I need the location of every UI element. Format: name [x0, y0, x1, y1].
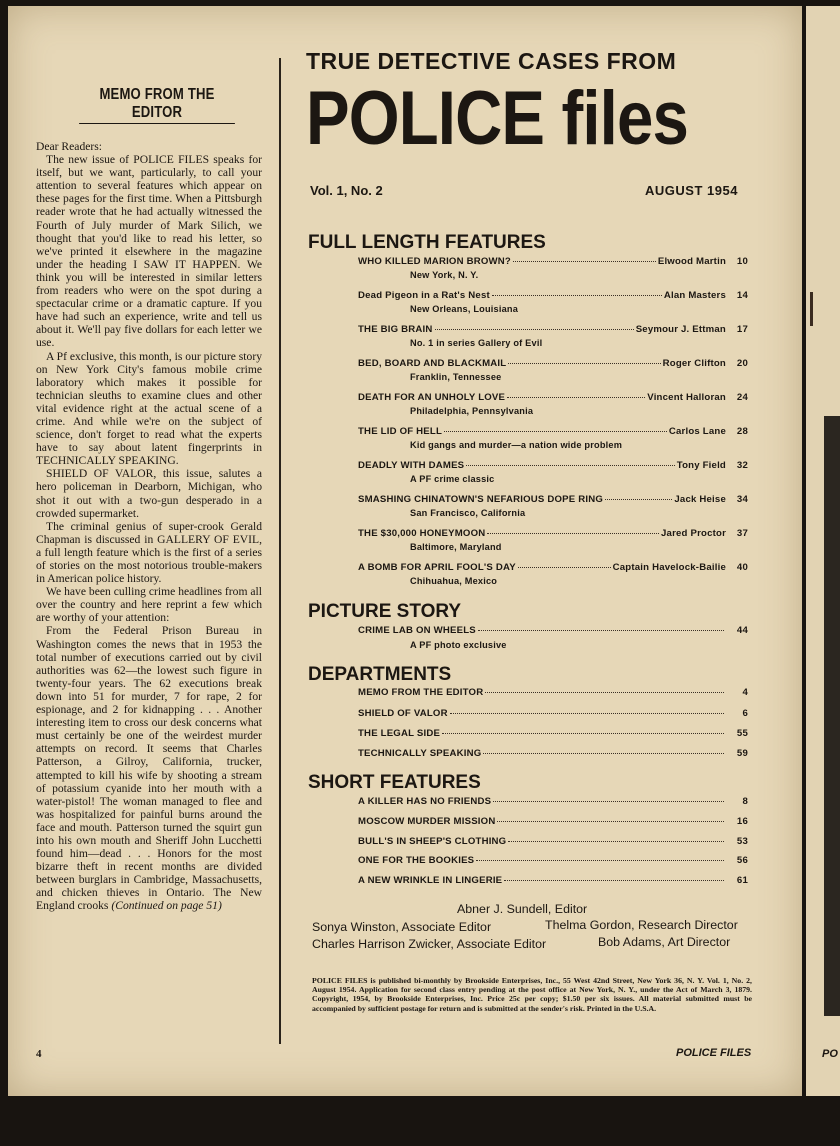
- toc-title: WHO KILLED MARION BROWN?: [358, 256, 511, 267]
- section-departments: DEPARTMENTS: [308, 664, 452, 685]
- toc-author: Seymour J. Ettman: [635, 324, 726, 335]
- toc-page: 14: [736, 290, 748, 301]
- toc-title: THE $30,000 HONEYMOON: [358, 528, 486, 539]
- toc-entry[interactable]: [358, 855, 748, 866]
- leader-dots: [450, 713, 724, 714]
- toc-entry[interactable]: [358, 256, 748, 267]
- toc-title: A BOMB FOR APRIL FOOL'S DAY: [358, 562, 516, 573]
- leader-dots: [508, 841, 724, 842]
- staff-associate-editor: Sonya Winston, Associate Editor: [312, 920, 492, 934]
- leader-dots: [442, 733, 724, 734]
- toc-page: 56: [736, 855, 748, 866]
- column-divider: [279, 58, 281, 1044]
- section-short-features: SHORT FEATURES: [308, 772, 481, 793]
- letter-paragraph: We have been culling crime headlines from all over the country and here reprint a few which are worthy of your attention:: [36, 585, 262, 625]
- toc-entry[interactable]: [358, 426, 748, 437]
- next-page-footer: PO: [822, 1048, 838, 1060]
- toc-author: Jared Proctor: [661, 528, 726, 539]
- toc-subtitle: San Francisco, California: [410, 508, 526, 518]
- toc-title: MOSCOW MURDER MISSION: [358, 816, 496, 827]
- toc-page: 44: [736, 625, 748, 636]
- publication-info: POLICE FILES is published bi-monthly by Brookside Enterprises, Inc., 55 West 42nd Street, New York 36, N. Y. Vol. 1, No. 2, August 1954. Application for second class entry pending at the post office at New York, N. Y., under the Act of March 3, 1879. Copyright, 1954, by Brookside Enterprises, Inc. Price 25c per copy; $1.50 per six issues. All material submitted must be accompanied by sufficient postage for return and is submitted at the sender's risk. Printed in the U.S.A.: [312, 976, 752, 1013]
- letter-paragraph: SHIELD OF VALOR, this issue, salutes a hero policeman in Dearborn, Michigan, who shot it out with a two-gun desperado in a crowded supermarket.: [36, 467, 262, 520]
- leader-dots: [508, 363, 660, 364]
- staff-editor: Abner J. Sundell, Editor: [457, 902, 588, 916]
- letter-paragraph: The criminal genius of super-crook Gerald Chapman is discussed in GALLERY OF EVIL, a full length feature which is the first of a series of stories on the most notorious trouble-makers in American police history.: [36, 519, 262, 586]
- leader-dots: [518, 567, 611, 568]
- leader-dots: [485, 692, 724, 693]
- next-page-image-edge: [824, 416, 840, 1016]
- toc-page: 24: [736, 392, 748, 403]
- toc-title: MEMO FROM THE EDITOR: [358, 687, 484, 698]
- toc-subtitle: Philadelphia, Pennsylvania: [410, 406, 534, 416]
- toc-title: BULL'S IN SHEEP'S CLOTHING: [358, 836, 507, 847]
- toc-page: 10: [736, 256, 748, 267]
- issue-date: AUGUST 1954: [645, 183, 738, 198]
- section-full-length-features: FULL LENGTH FEATURES: [308, 232, 546, 253]
- staff-research-director: Thelma Gordon, Research Director: [545, 918, 738, 932]
- toc-author: Roger Clifton: [662, 358, 726, 369]
- toc-entry[interactable]: [358, 324, 748, 335]
- toc-author: Captain Havelock-Bailie: [612, 562, 726, 573]
- leader-dots: [504, 880, 724, 881]
- toc-page: 37: [736, 528, 748, 539]
- toc-page: 34: [736, 494, 748, 505]
- leader-dots: [513, 261, 656, 262]
- next-page-edge: [806, 6, 840, 1096]
- toc-page: 32: [736, 460, 748, 471]
- leader-dots: [497, 821, 724, 822]
- leader-dots: [483, 753, 724, 754]
- toc-page: 61: [736, 875, 748, 886]
- leader-dots: [478, 630, 724, 631]
- toc-subtitle: Kid gangs and murder—a nation wide problem: [410, 440, 623, 450]
- toc-entry[interactable]: [358, 562, 748, 573]
- letter-greeting: Dear Readers:: [36, 140, 102, 153]
- leader-dots: [476, 860, 724, 861]
- toc-entry[interactable]: [358, 816, 748, 827]
- masthead-title: POLICE files: [306, 76, 688, 161]
- toc-subtitle: New York, N. Y.: [410, 270, 479, 280]
- toc-title: SMASHING CHINATOWN'S NEFARIOUS DOPE RING: [358, 494, 603, 505]
- toc-title: BED, BOARD AND BLACKMAIL: [358, 358, 507, 369]
- toc-title: A KILLER HAS NO FRIENDS: [358, 796, 492, 807]
- toc-entry[interactable]: [358, 687, 748, 698]
- page-number: 4: [36, 1048, 42, 1060]
- toc-entry[interactable]: [358, 625, 748, 636]
- toc-title: DEATH FOR AN UNHOLY LOVE: [358, 392, 506, 403]
- toc-page: 53: [736, 836, 748, 847]
- leader-dots: [493, 801, 724, 802]
- toc-subtitle: Baltimore, Maryland: [410, 542, 502, 552]
- memo-title: MEMO FROM THE EDITOR: [79, 86, 235, 124]
- toc-subtitle: No. 1 in series Gallery of Evil: [410, 338, 543, 348]
- staff-art-director: Bob Adams, Art Director: [598, 935, 731, 949]
- toc-title: CRIME LAB ON WHEELS: [358, 625, 476, 636]
- toc-subtitle: A PF crime classic: [410, 474, 495, 484]
- toc-title: A NEW WRINKLE IN LINGERIE: [358, 875, 503, 886]
- toc-title: THE LID OF HELL: [358, 426, 443, 437]
- toc-page: 40: [736, 562, 748, 573]
- leader-dots: [492, 295, 662, 296]
- toc-author: Carlos Lane: [668, 426, 726, 437]
- staff-associate-editor-2: Charles Harrison Zwicker, Associate Editor: [312, 937, 547, 951]
- toc-entry[interactable]: [358, 836, 748, 847]
- section-picture-story: PICTURE STORY: [308, 601, 462, 622]
- toc-title: DEADLY WITH DAMES: [358, 460, 465, 471]
- toc-page: 17: [736, 324, 748, 335]
- leader-dots: [444, 431, 667, 432]
- toc-page: 4: [742, 687, 748, 698]
- leader-dots: [507, 397, 645, 398]
- toc-author: Jack Heise: [674, 494, 726, 505]
- toc-entry[interactable]: [358, 708, 748, 719]
- toc-subtitle: A PF photo exclusive: [410, 640, 507, 650]
- toc-title: TECHNICALLY SPEAKING: [358, 748, 482, 759]
- toc-subtitle: New Orleans, Louisiana: [410, 304, 519, 314]
- toc-subtitle: Chihuahua, Mexico: [410, 576, 498, 586]
- toc-title: THE BIG BRAIN: [358, 324, 433, 335]
- toc-entry[interactable]: [358, 796, 748, 807]
- toc-entry[interactable]: [358, 392, 748, 403]
- letter-paragraph-text: From the Federal Prison Bureau in Washington comes the news that in 1953 the total number of executions carried out by civil authorities was 62—the lowest such figure in twenty-four years. The 62 executions break down into 51 for murder, 7 for rape, 2 for espionage, and 2 for kidnapping . . . Another interesting item to cross our desk concerns what must certainly be one of the weirdest murder attempts on record. It seems that Charles Patterson, a Gilroy, California, trucker, attempted to kill his wife by shooting a stream of potassium cyanide into her mouth with a water-pistol! The woman managed to flee and was hospitalized for painful burns around the face and mouth. Patterson turned the squirt gun into his own mouth and Sheriff John Lucchetti found him—dead . . . Honors for the most bizarre theft in recent months are divided between burglars in Cambridge, Massachusetts, and chicken thieves in Ontario. The New England crooks: [36, 624, 262, 913]
- leader-dots: [487, 533, 659, 534]
- toc-entry[interactable]: [358, 290, 748, 301]
- running-footer: POLICE FILES: [676, 1047, 752, 1059]
- masthead-kicker: TRUE DETECTIVE CASES FROM: [306, 48, 677, 74]
- toc-title: THE LEGAL SIDE: [358, 728, 441, 739]
- toc-page: 8: [742, 796, 748, 807]
- toc-entry[interactable]: [358, 728, 748, 739]
- leader-dots: [435, 329, 634, 330]
- toc-author: Tony Field: [676, 460, 726, 471]
- toc-page: 55: [736, 728, 748, 739]
- toc-entry[interactable]: [358, 460, 748, 471]
- toc-page: 28: [736, 426, 748, 437]
- toc-entry[interactable]: [358, 875, 748, 886]
- toc-author: Alan Masters: [663, 290, 726, 301]
- toc-page: 20: [736, 358, 748, 369]
- toc-entry[interactable]: [358, 358, 748, 369]
- toc-page: 16: [736, 816, 748, 827]
- editor-letter: [36, 140, 262, 913]
- toc-entry[interactable]: [358, 494, 748, 505]
- toc-entry[interactable]: [358, 528, 748, 539]
- letter-paragraph: [36, 624, 262, 912]
- toc-entry[interactable]: [358, 748, 748, 759]
- letter-paragraph: A Pf exclusive, this month, is our picture story on New York City's famous mobile crime laboratory which makes it possible for technician sleuths to examine clues and other vital evidence right at the actual scene of a crime. And while we're on the subject of science, don't forget to read what the experts have to say about latent fingerprints in TECHNICALLY SPEAKING.: [36, 349, 262, 468]
- toc-subtitle: Franklin, Tennessee: [410, 372, 502, 382]
- toc-page: 6: [742, 708, 748, 719]
- leader-dots: [605, 499, 672, 500]
- toc-title: ONE FOR THE BOOKIES: [358, 855, 475, 866]
- continued-note: (Continued on page 51): [111, 899, 222, 913]
- toc-page: 59: [736, 748, 748, 759]
- toc-author: Elwood Martin: [657, 256, 726, 267]
- toc-title: SHIELD OF VALOR: [358, 708, 448, 719]
- toc-title: Dead Pigeon in a Rat's Nest: [358, 290, 490, 301]
- binding-mark: [810, 292, 813, 326]
- leader-dots: [466, 465, 674, 466]
- letter-paragraph: The new issue of POLICE FILES speaks for itself, but we want, particularly, to call your attention to several features which appear on these pages for the first time. When a Pittsburgh reader wrote that he had actually witnessed the Fourth of July murder of Mark Silich, we thought that you'd like to read his letter, so we've printed it elsewhere in the magazine under the heading I SAW IT HAPPEN. We think you will be interested in similar letters from readers who were on the spot during a spectacular crime or a dramatic capture. If you have had such an experience, write and tell us about it. We'll pay five dollars for each letter we use.: [36, 153, 262, 350]
- issue-volume: Vol. 1, No. 2: [310, 183, 383, 198]
- toc-author: Vincent Halloran: [647, 392, 726, 403]
